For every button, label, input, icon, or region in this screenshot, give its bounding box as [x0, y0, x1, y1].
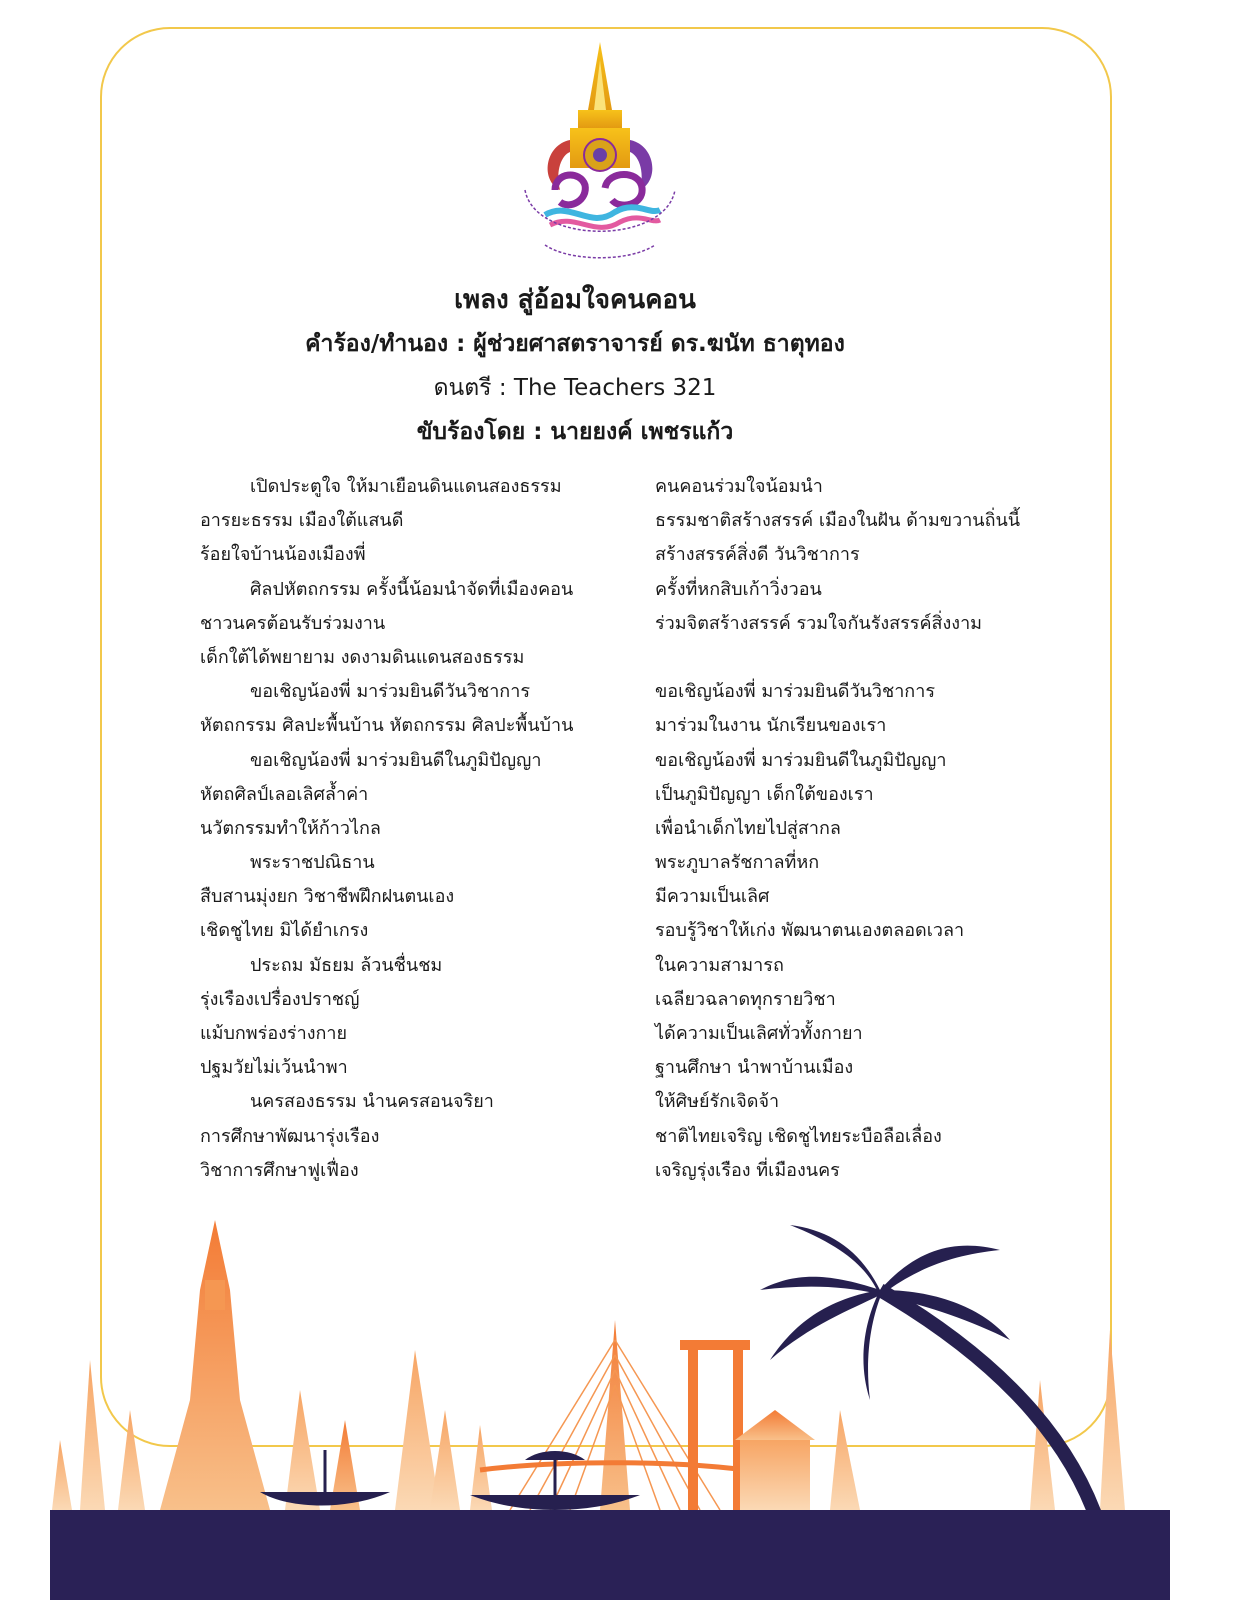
lyric-line-right: รอบรู้วิชาให้เก่ง พัฒนาตนเองตลอดเวลา — [655, 920, 965, 942]
lyricist-line: คำร้อง/ทำนอง : ผู้ช่วยศาสตราจารย์ ดร.ฆนัท ธาตุทอง — [305, 331, 845, 357]
lyric-line-right: ธรรมชาติสร้างสรรค์ เมืองในฝัน ด้ามขวานถิ่นนี้ — [655, 510, 1021, 532]
landmark-scenery-illustration — [0, 1210, 1238, 1600]
music-line: ดนตรี : The Teachers 321 — [433, 375, 717, 401]
lyric-line-left: อารยะธรรม เมืองใต้แสนดี — [200, 510, 404, 532]
lyric-line-right: มีความเป็นเลิศ — [655, 886, 770, 908]
lyric-line-right: พระภูบาลรัชกาลที่หก — [655, 852, 820, 874]
lyric-line-right: ครั้งที่หกสิบเก้าวิ่งวอน — [655, 578, 822, 600]
singer-line: ขับร้องโดย : นายยงค์ เพชรแก้ว — [416, 419, 734, 445]
lyric-line-left: วิชาการศึกษาฟูเฟื่อง — [200, 1159, 359, 1181]
lyric-line-left: นวัตกรรมทำให้ก้าวไกล — [200, 817, 381, 839]
song-title: เพลง สู่อ้อมใจคนคอน — [454, 285, 696, 315]
lyric-line-left: รุ่งเรืองเปรื่องปราชญ์ — [200, 988, 360, 1010]
lyric-line-right: สร้างสรรค์สิ่งดี วันวิชาการ — [655, 544, 860, 566]
lyric-line-right: ขอเชิญน้องพี่ มาร่วมยินดีในภูมิปัญญา — [655, 749, 947, 771]
lyric-line-right: ได้ความเป็นเลิศทั่วทั้งกายา — [655, 1023, 863, 1044]
lyric-line-left: หัตถกรรม ศิลปะพื้นบ้าน หัตถกรรม ศิลปะพื้นบ้าน — [200, 715, 574, 737]
lyric-line-right: ร่วมจิตสร้างสรรค์ รวมใจกันรังสรรค์สิ่งงาม — [655, 612, 983, 634]
lyric-line-right: ในความสามารถ — [655, 954, 784, 976]
lyric-line-right — [655, 641, 1125, 675]
lyric-line-left: ชาวนครต้อนรับร่วมงาน — [200, 612, 386, 634]
lyric-line-right: เพื่อนำเด็กไทยไปสู่สากล — [655, 817, 841, 839]
lyric-line-left: ประถม มัธยม ล้วนชื่นชม — [250, 954, 443, 976]
lyric-line-left: ขอเชิญน้องพี่ มาร่วมยินดีในภูมิปัญญา — [250, 749, 542, 771]
lyric-line-left: ปฐมวัยไม่เว้นนำพา — [200, 1057, 348, 1079]
lyric-line-right: คนคอนร่วมใจน้อมนำ — [655, 476, 823, 497]
lyric-line-right: ขอเชิญน้องพี่ มาร่วมยินดีวันวิชาการ — [655, 681, 935, 703]
lyric-line-left: เชิดชูไทย มิได้ยำเกรง — [200, 920, 369, 942]
song-header — [0, 278, 1150, 454]
lyric-line-left: การศึกษาพัฒนารุ่งเรือง — [200, 1125, 380, 1147]
lyric-line-right: ฐานศึกษา นำพาบ้านเมือง — [655, 1057, 854, 1079]
lyric-line-left: แม้บกพร่องร่างกาย — [200, 1023, 348, 1044]
lyrics-left-column — [200, 470, 630, 1188]
lyric-line-left: หัตถศิลป์เลอเลิศล้ำค่า — [200, 783, 369, 805]
lyric-line-right: ให้ศิษย์รักเจิดจ้า — [655, 1091, 780, 1113]
event-emblem-logo — [500, 40, 700, 270]
lyric-line-left: พระราชปณิธาน — [250, 852, 375, 874]
lyric-line-right: เป็นภูมิปัญญา เด็กใต้ของเรา — [655, 783, 874, 805]
lyric-line-left: สืบสานมุ่งยก วิชาชีพฝึกฝนตนเอง — [200, 886, 455, 908]
lyric-line-right: ชาติไทยเจริญ เชิดชูไทยระบือลือเลื่อง — [655, 1125, 942, 1147]
lyric-line-right: เจริญรุ่งเรือง ที่เมืองนคร — [655, 1159, 840, 1181]
lyric-line-right: เฉลียวฉลาดทุกรายวิชา — [655, 988, 836, 1010]
lyric-line-left: ขอเชิญน้องพี่ มาร่วมยินดีวันวิชาการ — [250, 681, 530, 703]
lyric-line-left: ศิลปหัตถกรรม ครั้งนี้น้อมนำจัดที่เมืองคอน — [250, 578, 574, 600]
lyric-line-right: มาร่วมในงาน นักเรียนของเรา — [655, 715, 887, 737]
lyric-line-left: นครสองธรรม นำนครสอนจริยา — [250, 1091, 494, 1113]
lyric-line-left: เปิดประตูใจ ให้มาเยือนดินแดนสองธรรม — [250, 476, 562, 497]
lyrics-right-column — [655, 470, 1125, 1188]
lyric-line-left: ร้อยใจบ้านน้องเมืองพี่ — [200, 544, 366, 566]
lyric-line-left: เด็กใต้ได้พยายาม งดงามดินแดนสองธรรม — [200, 646, 525, 668]
